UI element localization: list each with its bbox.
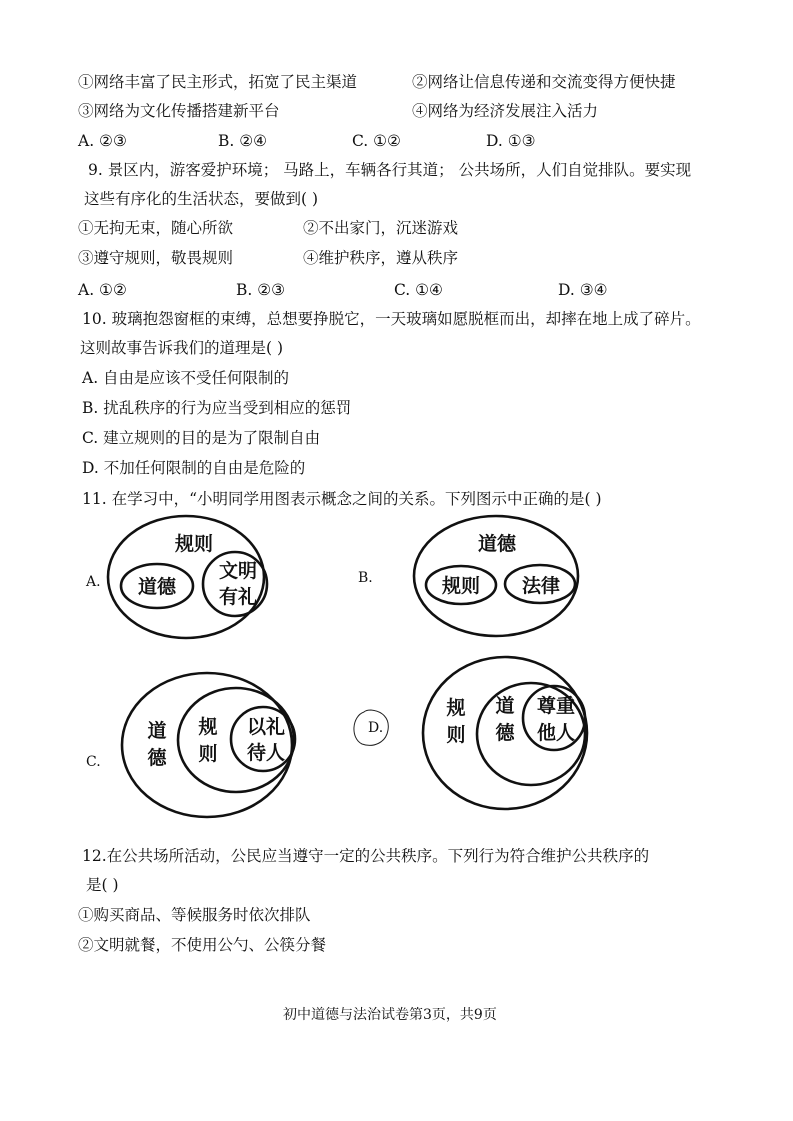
q9-choice-c: C. ①④	[394, 281, 443, 299]
q8-choice-b: B. ②④	[218, 132, 268, 150]
q9-option-3: ③遵守规则，敬畏规则	[78, 249, 234, 267]
q9-option-1: ①无拘无束，随心所欲	[78, 219, 234, 237]
q9-choice-a: A. ①②	[78, 281, 127, 299]
diagram-b-left-text: 规则	[441, 575, 481, 597]
q12-stem-line-2: 是( )	[86, 876, 119, 894]
q10-choice-b: B. 扰乱秩序的行为应当受到相应的惩罚	[82, 399, 352, 417]
q8-choice-d: D. ①③	[486, 132, 536, 150]
q12-option-1: ①购买商品、等候服务时依次排队	[78, 906, 311, 924]
diagram-b-right-text: 法律	[521, 575, 561, 597]
q10-choice-c: C. 建立规则的目的是为了限制自由	[82, 429, 321, 447]
diagram-a-outer-text: 规则	[174, 533, 214, 555]
diagram-a-label: A.	[86, 574, 101, 590]
q8-choice-c: C. ①②	[352, 132, 401, 150]
diagram-c-inner-text-line1: 以礼	[246, 716, 286, 738]
q9-choice-b: B. ②③	[236, 281, 286, 299]
q12-stem-line-1: 12.在公共场所活动，公民应当遵守一定的公共秩序。下列行为符合维护公共秩序的	[82, 847, 650, 865]
page-footer: 初中道德与法治试卷第3页，共9页	[283, 1007, 497, 1023]
diagram-c-label: C.	[86, 754, 101, 770]
q12-option-2: ②文明就餐，不使用公勺、公筷分餐	[78, 936, 327, 954]
diagram-d-outer-text-line1: 规	[446, 697, 466, 719]
q11-stem: 11. 在学习中，“小明同学用图表示概念之间的关系。下列图示中正确的是( )	[82, 490, 602, 508]
q8-choice-a: A. ②③	[78, 132, 127, 150]
diagram-d-middle-text-line2: 德	[495, 722, 515, 744]
q10-stem-line-1: 10. 玻璃抱怨窗框的束缚，总想要挣脱它，一天玻璃如愿脱框而出，却摔在地上成了碎片。	[82, 310, 701, 328]
q10-stem-line-2: 这则故事告诉我们的道理是( )	[80, 339, 284, 357]
diagram-c-outer-text-line1: 道	[147, 720, 167, 742]
q10-choice-a: A. 自由是应该不受任何限制的	[82, 369, 290, 387]
q8-option-2: ②网络让信息传递和交流变得方便快捷	[412, 73, 676, 91]
diagram-d-inner-text-line2: 他人	[536, 722, 576, 744]
diagram-a-right-text-line1: 文明	[218, 560, 258, 582]
diagram-d-inner-text-line1: 尊重	[536, 695, 576, 717]
diagram-c-middle-text-line2: 则	[198, 743, 218, 765]
diagram-d-label: D.	[368, 720, 384, 736]
q9-option-4: ④维护秩序，遵从秩序	[303, 249, 459, 267]
q8-option-4: ④网络为经济发展注入活力	[412, 102, 599, 120]
q8-option-1: ①网络丰富了民主形式，拓宽了民主渠道	[78, 73, 358, 91]
q9-stem-line-2: 这些有序化的生活状态，要做到( )	[84, 190, 319, 208]
q9-option-2: ②不出家门，沉迷游戏	[303, 219, 459, 237]
diagram-d-outer-text-line2: 则	[446, 724, 466, 746]
diagram-c-middle-text-line1: 规	[198, 716, 218, 738]
q9-stem-line-1: 9. 景区内，游客爱护环境； 马路上，车辆各行其道； 公共场所，人们自觉排队。要实现	[88, 161, 692, 179]
q9-choice-d: D. ③④	[558, 281, 608, 299]
diagram-a-right-text-line2: 有礼	[218, 586, 258, 608]
q8-option-3: ③网络为文化传播搭建新平台	[78, 102, 280, 120]
diagram-c-inner-text-line2: 待人	[246, 742, 286, 764]
diagram-b-label: B.	[358, 570, 373, 586]
diagram-c-outer-text-line2: 德	[147, 747, 167, 769]
diagram-d-middle-text-line1: 道	[495, 695, 515, 717]
diagram-b-outer-text: 道德	[477, 533, 517, 555]
diagram-c-middle-ellipse	[178, 688, 294, 792]
q10-choice-d: D. 不加任何限制的自由是危险的	[82, 459, 306, 477]
diagram-a-left-text: 道德	[137, 576, 177, 598]
